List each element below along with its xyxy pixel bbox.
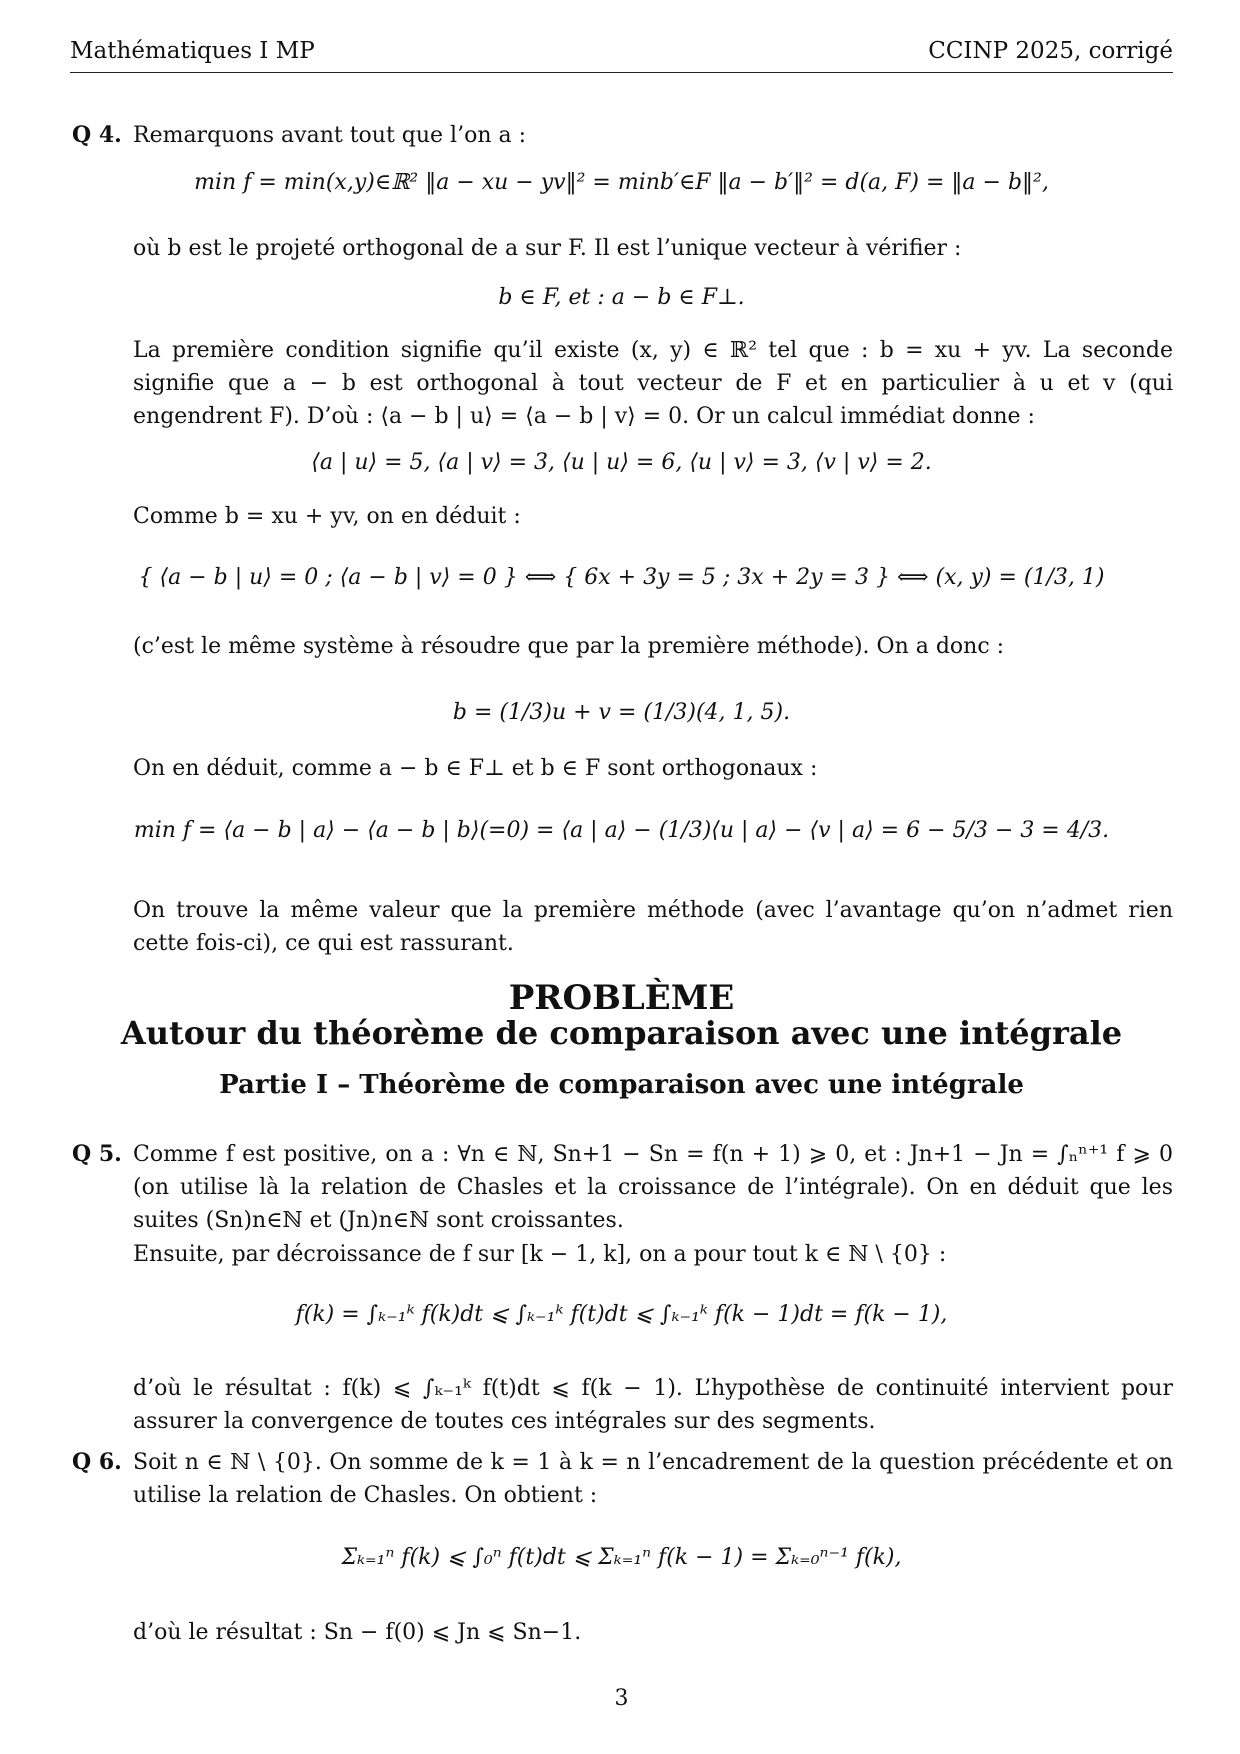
q5-p1: Comme f est positive, on a : ∀n ∈ ℕ, Sn+1 − Sn = f(n + 1) ⩾ 0, et : Jn+1 − Jn = ∫ₙⁿ⁺¹ f ⩾ 0 (on utilise là la relation de Chasles et la croissance de l’intégrale). On en déduit que les suites (Sn)n∈ℕ et (Jn)n∈ℕ sont croissantes.: [133, 1142, 1173, 1233]
q6-p1: Soit n ∈ ℕ \ {0}. On somme de k = 1 à k = n l’encadrement de la question précédente et on utilise la relation de Chasles. On obtient :: [133, 1450, 1173, 1508]
q4-eq5: b = (1/3)u + v = (1/3)(4, 1, 5).: [452, 700, 791, 725]
q4-eq3: ⟨a | u⟩ = 5, ⟨a | v⟩ = 3, ⟨u | u⟩ = 6, ⟨u | v⟩ = 3, ⟨v | v⟩ = 2.: [311, 450, 932, 475]
q4-eq2: b ∈ F, et : a − b ∈ F⊥.: [498, 285, 745, 310]
part-title: Partie I – Théorème de comparaison avec une intégrale: [219, 1070, 1024, 1100]
q4-eq6: min f = ⟨a − b | a⟩ − ⟨a − b | b⟩(=0) = ⟨a | a⟩ − (1/3)⟨u | a⟩ − ⟨v | a⟩ = 6 − 5/3 − 3 = 4/3.: [133, 818, 1110, 843]
q4-p5: On en déduit, comme a − b ∈ F⊥ et b ∈ F sont orthogonaux :: [133, 756, 818, 781]
header-rule: [70, 72, 1173, 73]
q4-p6: On trouve la même valeur que la première méthode (avec l’avantage qu’on n’admet rien cette fois-ci), ce qui est rassurant.: [133, 898, 1173, 956]
q5-p2: Ensuite, par décroissance de f sur [k − 1, k], on a pour tout k ∈ ℕ \ {0} :: [133, 1242, 947, 1267]
q4-p3: Comme b = xu + yv, on en déduit :: [133, 504, 521, 529]
q4-eq4: { ⟨a − b | u⟩ = 0 ; ⟨a − b | v⟩ = 0 } ⟺ { 6x + 3y = 5 ; 3x + 2y = 3 } ⟺ (x, y) = (1/3, 1): [138, 565, 1105, 590]
q6-p2: d’où le résultat : Sn − f(0) ⩽ Jn ⩽ Sn−1.: [133, 1620, 582, 1645]
q4-p1: où b est le projeté orthogonal de a sur F. Il est l’unique vecteur à vérifier :: [133, 236, 962, 261]
header-left: Mathématiques I MP: [70, 38, 315, 64]
q4-intro: Remarquons avant tout que l’on a :: [133, 123, 527, 148]
problem-title: PROBLÈME: [508, 978, 735, 1018]
q4-eq1: min f = min(x,y)∈ℝ² ‖a − xu − yv‖² = minb′∈F ‖a − b′‖² = d(a, F) = ‖a − b‖²,: [194, 170, 1049, 195]
q5-p3: d’où le résultat : f(k) ⩽ ∫ₖ₋₁ᵏ f(t)dt ⩽ f(k − 1). L’hypothèse de continuité intervient pour assurer la convergence de toutes ces intégrales sur des segments.: [133, 1376, 1173, 1434]
problem-subtitle: Autour du théorème de comparaison avec une intégrale: [120, 1014, 1123, 1052]
q6-label: Q 6.: [72, 1449, 122, 1475]
q4-p2: La première condition signifie qu’il existe (x, y) ∈ ℝ² tel que : b = xu + yv. La seconde signifie que a − b est orthogonal à tout vecteur de F et en particulier à u et v (qui engendrent F). D’où : ⟨a − b | u⟩ = ⟨a − b | v⟩ = 0. Or un calcul immédiat donne :: [133, 338, 1173, 429]
q5-label: Q 5.: [72, 1141, 122, 1167]
q4-label: Q 4.: [72, 122, 122, 148]
q5-eq1: f(k) = ∫ₖ₋₁ᵏ f(k)dt ⩽ ∫ₖ₋₁ᵏ f(t)dt ⩽ ∫ₖ₋₁ᵏ f(k − 1)dt = f(k − 1),: [295, 1302, 948, 1327]
header-right: CCINP 2025, corrigé: [928, 38, 1173, 64]
page-number: 3: [614, 1686, 629, 1711]
q6-eq1: Σₖ₌₁ⁿ f(k) ⩽ ∫₀ⁿ f(t)dt ⩽ Σₖ₌₁ⁿ f(k − 1) = Σₖ₌₀ⁿ⁻¹ f(k),: [341, 1545, 902, 1570]
q4-p4: (c’est le même système à résoudre que par la première méthode). On a donc :: [133, 634, 1005, 659]
